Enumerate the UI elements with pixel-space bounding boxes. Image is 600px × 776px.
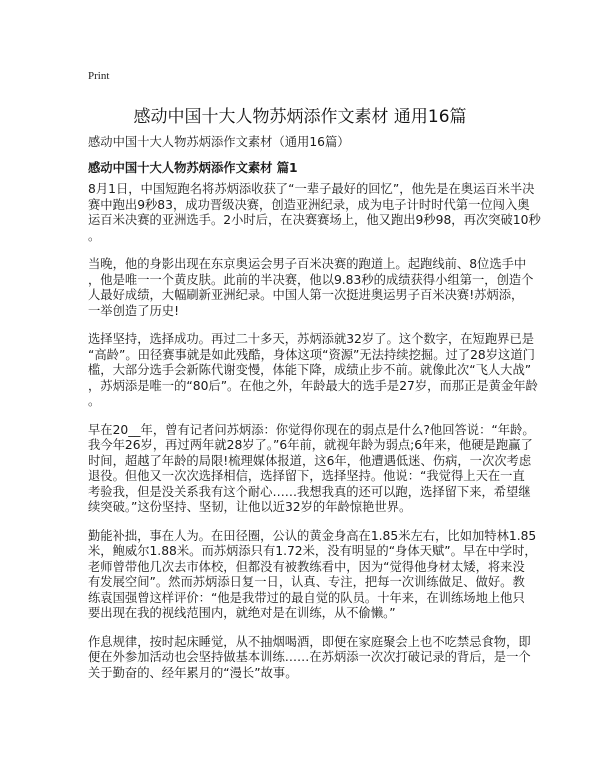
paragraph-line: ，他是唯一一个黄皮肤。此前的半决赛，他以9.83秒的成绩获得小组第一，创造个 — [88, 272, 534, 287]
article-body — [88, 182, 541, 694]
paragraph — [88, 182, 541, 244]
paragraph-line: 续突破。”这份坚持、坚韧，让他以近32岁的年龄惊艳世界。 — [88, 500, 412, 514]
print-link[interactable]: Print — [88, 70, 110, 82]
paragraph-line: 时间，超越了年龄的局限!梳理媒体报道，这6年，他遭遇低迷、伤病，一次次考虑 — [88, 453, 532, 468]
paragraph-line: 关于勤奋的、经年累月的“漫长”故事。 — [88, 665, 298, 680]
document-subtitle: 感动中国十大人物苏炳添作文素材（通用16篇） — [88, 135, 350, 149]
paragraph-line: 当晚，他的身影出现在东京奥运会男子百米决赛的跑道上。起跑线前、8位选手中 — [88, 257, 527, 271]
paragraph-line: 勤能补拙，事在人为。在田径圈，公认的黄金身高在1.85米左右，比如加特林1.85 — [88, 528, 537, 543]
paragraph-line: 作息规律，按时起床睡觉，从不抽烟喝酒，即便在家庭聚会上也不吃禁忌食物，即 — [88, 634, 531, 649]
paragraph-line: 。 — [88, 394, 101, 408]
paragraph-line: 早在20__年，曾有记者问苏炳添：你觉得你现在的弱点是什么?他回答说：“年龄。 — [88, 422, 535, 437]
paragraph-line: 要出现在我的视线范围内，就绝对是在训练，从不偷懒。” — [88, 606, 396, 620]
paragraph-line: 一举创造了历史! — [88, 303, 180, 318]
paragraph-line: “高龄”。田径赛事就是如此残酷，身体这项“资源”无法持续挖掘。过了28岁这道门 — [88, 347, 535, 362]
paragraph — [88, 634, 531, 682]
section-heading: 感动中国十大人物苏炳添作文素材 篇1 — [88, 161, 298, 175]
paragraph-line: 。 — [88, 228, 101, 243]
paragraph-line: 槛，大部分选手会新陈代谢变慢，体能下降，成绩止步不前。就像此次“飞人大战” — [88, 363, 532, 377]
paragraph — [88, 257, 534, 319]
paragraph-line: 有发展空间”。然而苏炳添日复一日，认真、专注，把每一次训练做足、做好。教 — [88, 575, 525, 589]
paragraph-line: 考验我，但是没关系我有这个耐心……我想我真的还可以跑，选择留下来，希望继 — [88, 484, 531, 499]
paragraph — [88, 422, 535, 516]
paragraph-line: 练袁国强曾这样评价：“他是我带过的最自觉的队员。十年来，在训练场地上他只 — [88, 590, 525, 605]
paragraph-line: 选择坚持，选择成功。再过二十多天，苏炳添就32岁了。这个数字，在短跑界已是 — [88, 332, 535, 346]
paragraph-line: 老师曾带他几次去市体校，但都没有被教练看中，因为“觉得他身材太矮，将来没 — [88, 559, 525, 574]
paragraph-line: ，苏炳添是唯一的“80后”。在他之外，年龄最大的选手是27岁，而那正是黄金年龄 — [88, 378, 538, 393]
paragraph-line: 便在外参加活动也会坚持做基本训练……在苏炳添一次次打破记录的背后，是一个 — [88, 650, 531, 664]
document-title: 感动中国十大人物苏炳添作文素材 通用16篇 — [133, 107, 467, 127]
paragraph — [88, 332, 538, 410]
paragraph-line: 人最好成绩，大幅刷新亚洲纪录。中国人第一次挺进奥运男子百米决赛!苏炳添， — [88, 288, 524, 302]
paragraph-line: 赛中跑出9秒83，成功晋级决赛，创造亚洲纪录，成为电子计时时代第一位闯入奥 — [88, 197, 530, 212]
paragraph-line: 退役。但他又一次次选择相信，选择留下，选择坚持。他说：“我觉得上天在一直 — [88, 469, 525, 483]
paragraph-line: 米，鲍威尔1.88米。而苏炳添只有1.72米，没有明显的“身体天赋”。早在中学时， — [88, 544, 537, 558]
paragraph-line: 运百米决赛的亚洲选手。2小时后，在决赛赛场上，他又跑出9秒98，再次突破10秒 — [88, 213, 541, 227]
paragraph-line: 8月1日，中国短跑名将苏炳添收获了“一辈子最好的回忆”，他先是在奥运百米半决 — [88, 182, 535, 196]
paragraph — [88, 528, 537, 622]
paragraph-line: 我今年26岁，再过两年就28岁了。”6年前，就视年龄为弱点;6年来，他硬是跑赢了 — [88, 438, 533, 452]
